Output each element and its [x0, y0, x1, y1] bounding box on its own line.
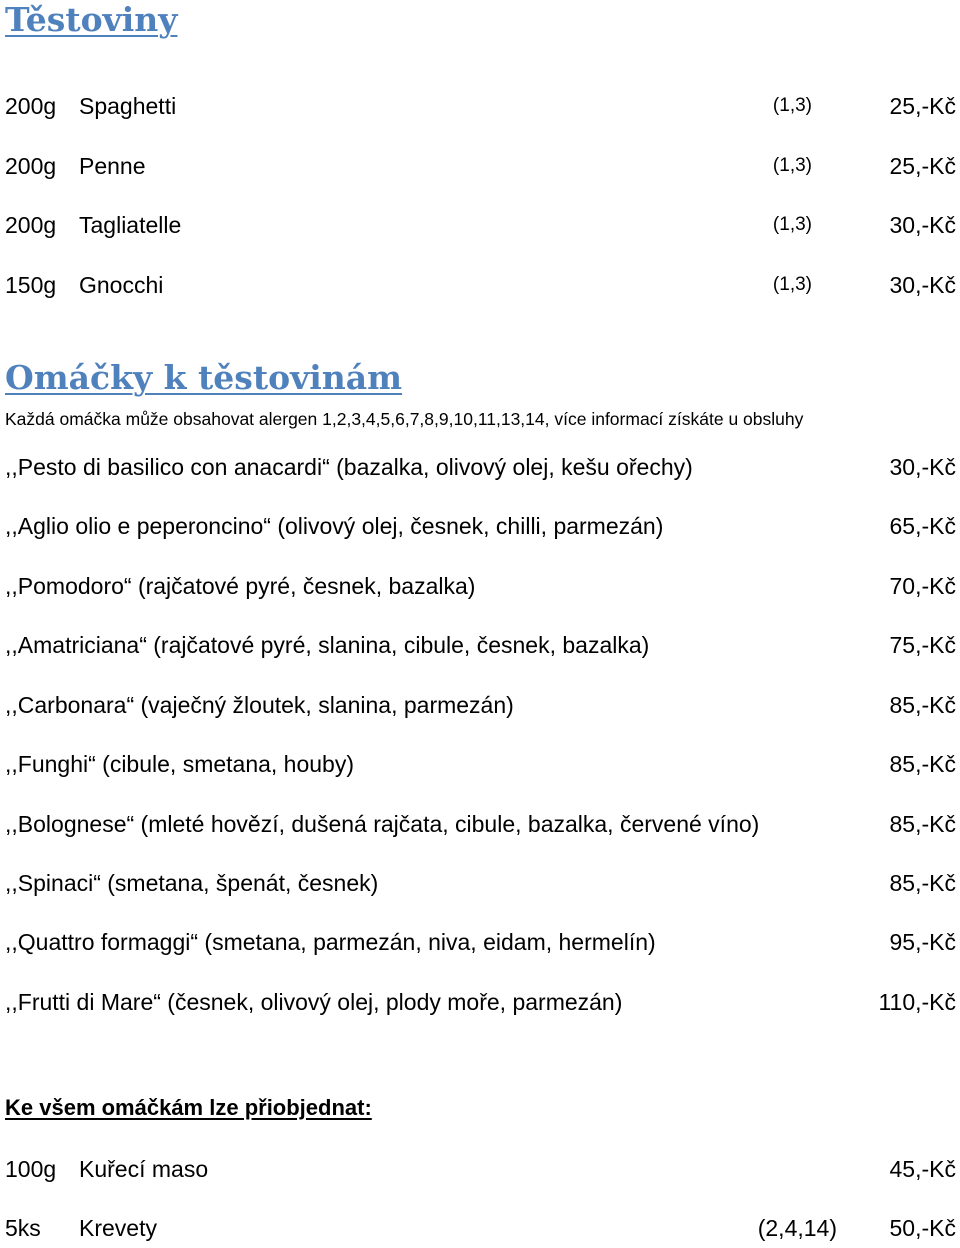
item-weight: 5ks [5, 1215, 41, 1241]
sauce-item [0, 863, 960, 903]
sauce-name: ,,Frutti di Mare“ (česnek, olivový olej, plody moře, parmezán) [5, 989, 623, 1015]
sauce-name: ,,Quattro formaggi“ (smetana, parmezán, niva, eidam, hermelín) [5, 929, 656, 955]
sauce-price: 65,-Kč [889, 513, 956, 539]
sauce-price: 85,-Kč [889, 870, 956, 896]
item-weight: 200g [5, 93, 57, 119]
sauce-price: 85,-Kč [889, 692, 956, 718]
sauce-name: ,,Funghi“ (cibule, smetana, houby) [5, 751, 355, 777]
item-allergens: (2,4,14) [757, 1215, 837, 1241]
pasta-item [0, 146, 960, 186]
sauce-item [0, 685, 960, 725]
sauce-price: 30,-Kč [889, 454, 956, 480]
sauces-section-title: Omáčky k těstovinám [5, 358, 403, 397]
item-name: Penne [79, 153, 146, 179]
extra-item [0, 1208, 960, 1248]
sauce-item [0, 566, 960, 606]
item-weight: 100g [5, 1156, 57, 1182]
sauce-item [0, 744, 960, 784]
item-name: Krevety [79, 1215, 157, 1241]
sauce-name: ,,Carbonara“ (vaječný žloutek, slanina, parmezán) [5, 692, 514, 718]
sauce-price: 75,-Kč [889, 632, 956, 658]
sauce-price: 85,-Kč [889, 751, 956, 777]
item-name: Tagliatelle [79, 212, 182, 238]
sauce-name: ,,Bolognese“ (mleté hovězí, dušená rajčata, cibule, bazalka, červené víno) [5, 811, 760, 837]
item-name: Spaghetti [79, 93, 177, 119]
extra-item [0, 1149, 960, 1189]
pasta-item [0, 86, 960, 126]
item-price: 30,-Kč [889, 272, 956, 298]
sauce-item [0, 982, 960, 1022]
allergen-note: Každá omáčka může obsahovat alergen 1,2,3,4,5,6,7,8,9,10,11,13,14, více informací získáte u obsluhy [5, 409, 804, 429]
item-weight: 200g [5, 153, 57, 179]
sauce-price: 95,-Kč [889, 929, 956, 955]
pasta-section-title: Těstoviny [5, 0, 178, 39]
item-price: 45,-Kč [889, 1156, 956, 1182]
pasta-item [0, 265, 960, 305]
item-allergens: (1,3) [772, 155, 812, 176]
sauce-name: ,,Pesto di basilico con anacardi“ (bazalka, olivový olej, kešu ořechy) [5, 454, 693, 480]
sauce-item [0, 625, 960, 665]
item-name: Kuřecí maso [79, 1156, 209, 1182]
sauce-name: ,,Pomodoro“ (rajčatové pyré, česnek, bazalka) [5, 573, 476, 599]
sauce-item [0, 922, 960, 962]
item-allergens: (1,3) [772, 214, 812, 235]
extras-section-title: Ke všem omáčkám lze přiobjednat: [5, 1095, 372, 1120]
sauce-price: 70,-Kč [889, 573, 956, 599]
sauce-name: ,,Aglio olio e peperoncino“ (olivový olej, česnek, chilli, parmezán) [5, 513, 664, 539]
item-price: 25,-Kč [889, 153, 956, 179]
sauce-price: 110,-Kč [878, 989, 956, 1015]
pasta-item [0, 205, 960, 245]
sauce-price: 85,-Kč [889, 811, 956, 837]
item-weight: 150g [5, 272, 57, 298]
item-name: Gnocchi [79, 272, 164, 298]
sauce-item [0, 447, 960, 487]
sauce-name: ,,Spinaci“ (smetana, špenát, česnek) [5, 870, 379, 896]
sauce-item [0, 506, 960, 546]
item-price: 25,-Kč [889, 93, 956, 119]
item-allergens: (1,3) [772, 274, 812, 295]
item-weight: 200g [5, 212, 57, 238]
sauce-name: ,,Amatriciana“ (rajčatové pyré, slanina, cibule, česnek, bazalka) [5, 632, 650, 658]
item-price: 50,-Kč [889, 1215, 956, 1241]
item-allergens: (1,3) [772, 95, 812, 116]
sauce-item [0, 804, 960, 844]
item-price: 30,-Kč [889, 212, 956, 238]
